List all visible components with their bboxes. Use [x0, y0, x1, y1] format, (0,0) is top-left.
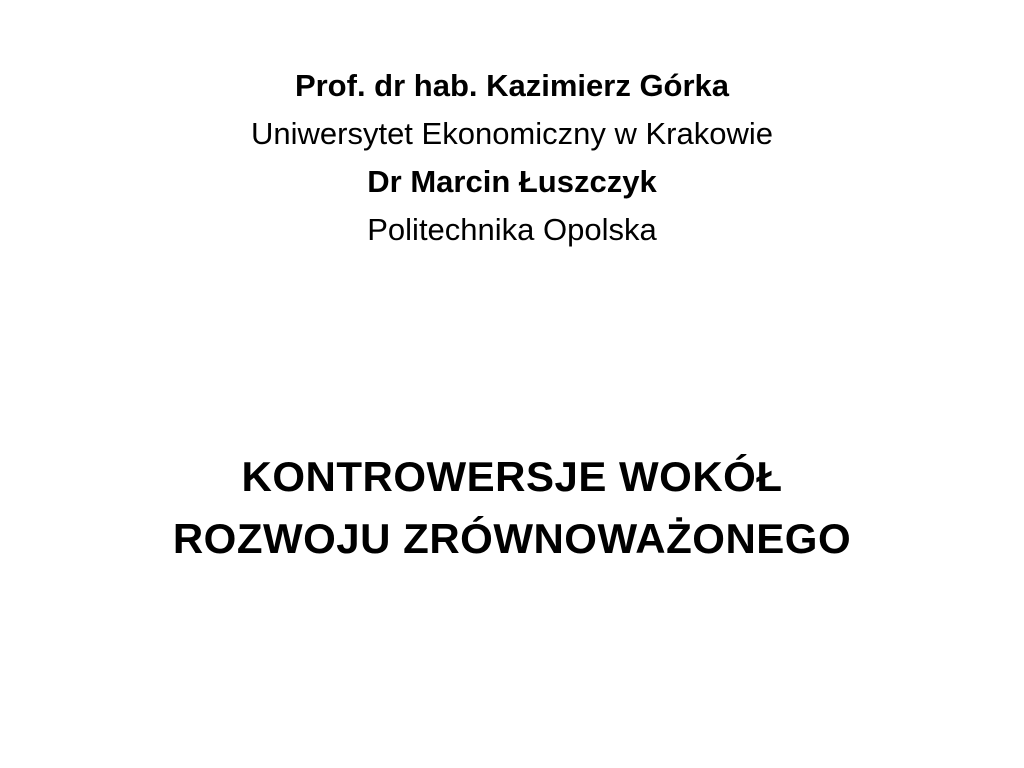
- title-line-1: KONTROWERSJE WOKÓŁ: [241, 453, 783, 500]
- author-2-affiliation: Politechnika Opolska: [367, 212, 657, 247]
- author-1-name: Prof. dr hab. Kazimierz Górka: [294, 68, 730, 103]
- presentation-title: [0, 446, 1024, 570]
- author-1-affiliation: Uniwersytet Ekonomiczny w Krakowie: [250, 116, 773, 151]
- authors-block: [0, 62, 1024, 254]
- author-2-name: Dr Marcin Łuszczyk: [367, 164, 657, 199]
- title-line-2: ROZWOJU ZRÓWNOWAŻONEGO: [172, 515, 852, 562]
